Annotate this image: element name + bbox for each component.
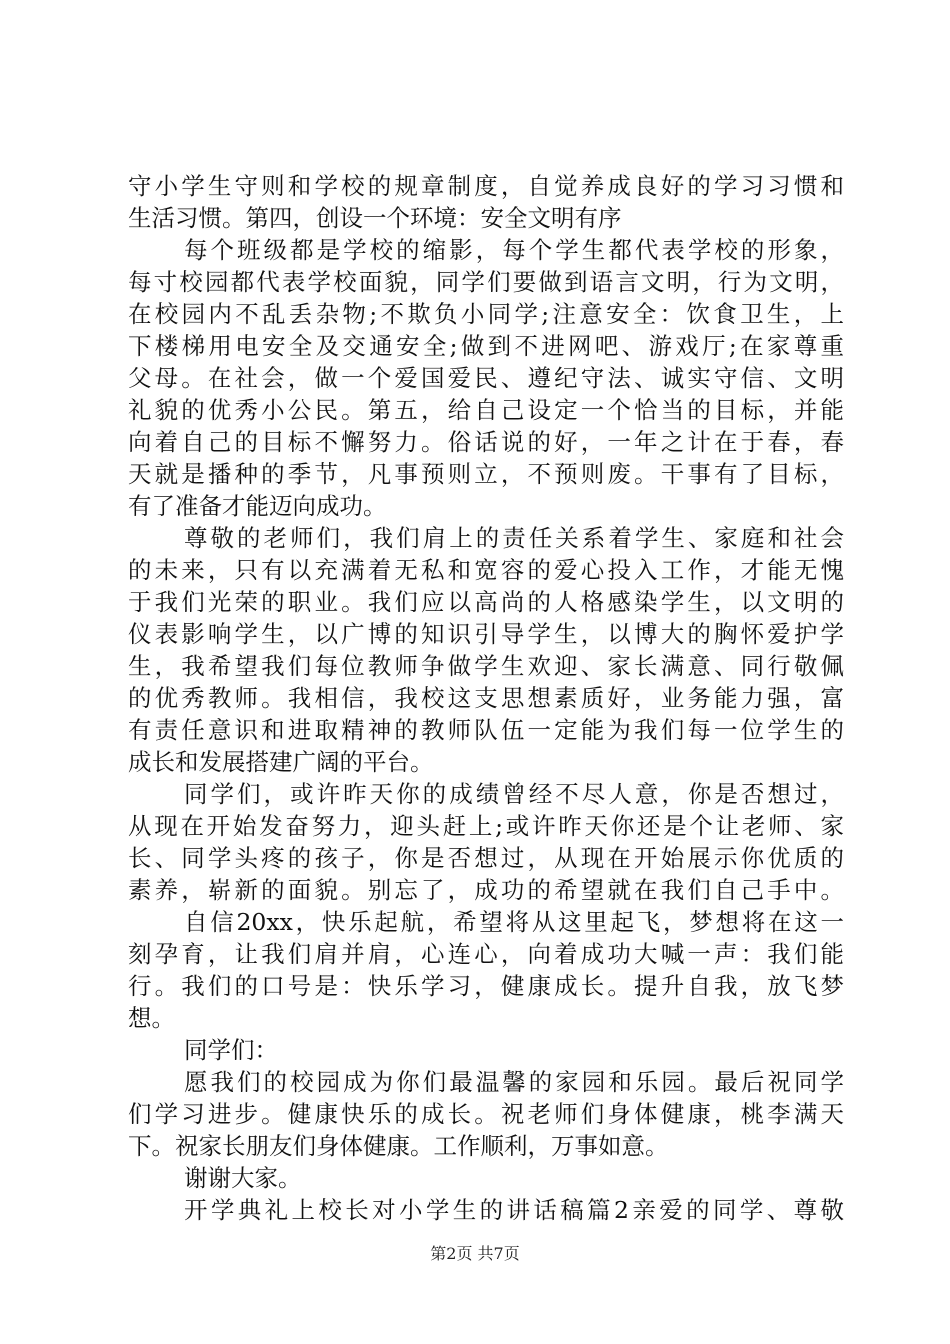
text-line: 仪表影响学生，以广博的知识引导学生，以博大的胸怀爱护学 [128, 620, 844, 648]
text-line: 们学习进步。健康快乐的成长。祝老师们身体健康，桃李满天 [128, 1100, 844, 1128]
text-line: 的优秀教师。我相信，我校这支思想素质好，业务能力强，富 [128, 684, 844, 712]
text-line: 的未来，只有以充满着无私和宽容的爱心投入工作，才能无愧 [128, 556, 844, 584]
text-line: 于我们光荣的职业。我们应以高尚的人格感染学生，以文明的 [128, 588, 844, 616]
text-line: 刻孕育，让我们肩并肩，心连心，向着成功大喊一声：我们能 [128, 940, 844, 968]
text-line: 尊敬的老师们，我们肩上的责任关系着学生、家庭和社会 [184, 524, 844, 552]
page-footer: 第2页 共7页 [430, 1244, 520, 1263]
text-line: 自信20xx，快乐起航，希望将从这里起飞，梦想将在这一 [184, 908, 844, 936]
text-line: 向着自己的目标不懈努力。俗话说的好，一年之计在于春，春 [128, 428, 844, 456]
text-line: 素养，崭新的面貌。别忘了，成功的希望就在我们自己手中。 [128, 876, 844, 904]
text-line: 守小学生守则和学校的规章制度，自觉养成良好的学习习惯和 [128, 172, 844, 200]
text-line: 同学们，或许昨天你的成绩曾经不尽人意，你是否想过， [184, 780, 844, 808]
text-line: 谢谢大家。 [184, 1164, 302, 1192]
text-line: 成长和发展搭建广阔的平台。 [128, 748, 434, 776]
text-line: 行。我们的口号是：快乐学习，健康成长。提升自我，放飞梦 [128, 972, 844, 1000]
document-body [128, 170, 844, 1226]
text-line: 礼貌的优秀小公民。第五，给自己设定一个恰当的目标，并能 [128, 396, 844, 424]
text-line: 每寸校园都代表学校面貌，同学们要做到语言文明，行为文明， [128, 268, 844, 296]
text-line: 生活习惯。第四，创设一个环境：安全文明有序 [128, 204, 622, 232]
text-line: 长、同学头疼的孩子，你是否想过，从现在开始展示你优质的 [128, 844, 844, 872]
text-line: 有了准备才能迈向成功。 [128, 492, 387, 520]
text-line: 在校园内不乱丢杂物;不欺负小同学;注意安全：饮食卫生，上 [128, 300, 844, 328]
text-line: 下。祝家长朋友们身体健康。工作顺利，万事如意。 [128, 1132, 669, 1160]
text-line: 生，我希望我们每位教师争做学生欢迎、家长满意、同行敬佩 [128, 652, 844, 680]
text-line: 愿我们的校园成为你们最温馨的家园和乐园。最后祝同学 [184, 1068, 844, 1096]
text-line: 父母。在社会，做一个爱国爱民、遵纪守法、诚实守信、文明 [128, 364, 844, 392]
text-line: 有责任意识和进取精神的教师队伍一定能为我们每一位学生的 [128, 716, 844, 744]
text-line: 每个班级都是学校的缩影，每个学生都代表学校的形象， [184, 236, 844, 264]
text-line: 开学典礼上校长对小学生的讲话稿篇2亲爱的同学、尊敬 [184, 1196, 844, 1224]
text-line: 天就是播种的季节，凡事预则立，不预则废。干事有了目标， [128, 460, 844, 488]
text-line: 从现在开始发奋努力，迎头赶上;或许昨天你还是个让老师、家 [128, 812, 844, 840]
text-line: 下楼梯用电安全及交通安全;做到不进网吧、游戏厅;在家尊重 [128, 332, 844, 360]
text-line: 想。 [128, 1004, 175, 1032]
text-line: 同学们： [184, 1036, 278, 1064]
